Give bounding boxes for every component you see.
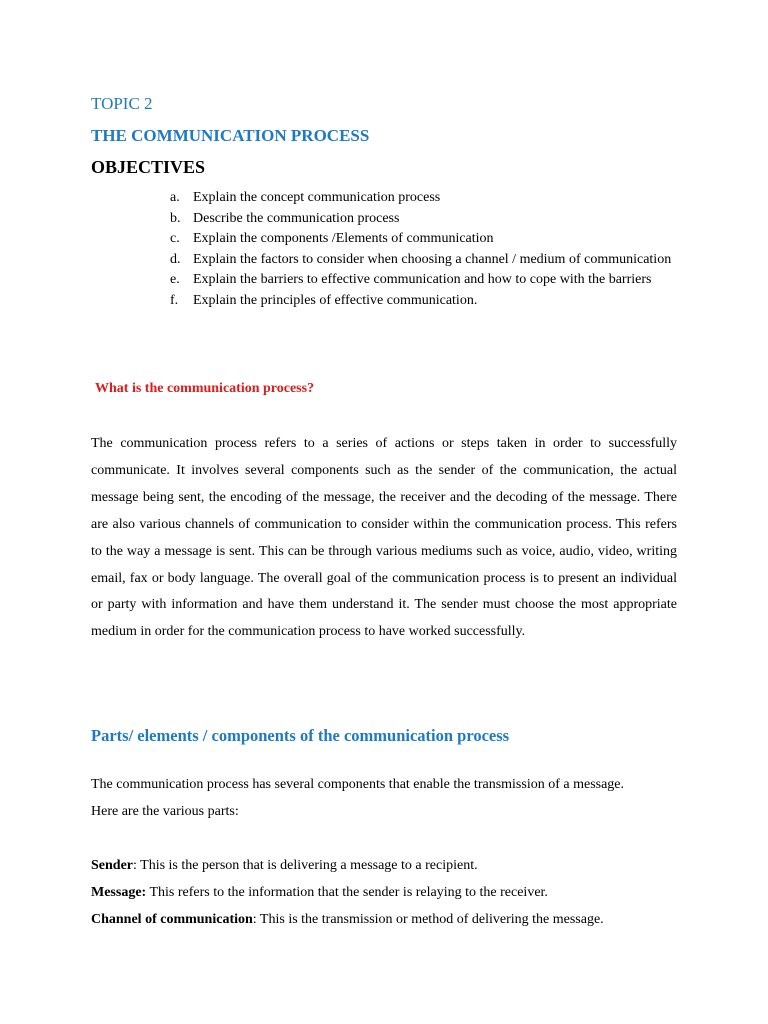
document-title: THE COMMUNICATION PROCESS	[91, 126, 370, 145]
objective-text: Explain the components /Elements of communication	[193, 231, 494, 246]
objectives-list	[170, 188, 678, 311]
definition-item	[91, 852, 691, 879]
intro-line: The communication process has several components that enable the transmission of a message.	[91, 777, 625, 792]
definition-text: : This is the person that is delivering a message to a recipient.	[133, 858, 478, 873]
definition-term: Message:	[91, 885, 147, 900]
objective-item	[170, 291, 678, 312]
objective-letter: f.	[170, 292, 179, 308]
intro-paragraph	[91, 772, 681, 825]
objective-item	[170, 270, 678, 291]
objective-text: Explain the principles of effective communication.	[193, 292, 478, 308]
objective-item	[170, 229, 678, 250]
section-question: What is the communication process?	[95, 381, 315, 396]
definition-term: Channel of communication	[91, 912, 253, 927]
section-heading: Parts/ elements / components of the communication process	[91, 726, 510, 745]
definition-text: : This is the transmission or method of delivering the message.	[252, 912, 604, 927]
definition-item	[91, 906, 691, 933]
objective-item	[170, 188, 678, 209]
objective-letter: c.	[170, 231, 180, 246]
body-paragraph: The communication process refers to a series of actions or steps taken in order to successfully communicate. It involves several components such as the sender of the communication, the actual message being sent, the encoding of the message, the receiver and the decoding of the message. There are also various channels of communication to consider within the communication process. This refers to the way a message is sent. This can be through various mediums such as voice, audio, video, writing email, fax or body language. The overall goal of the communication process is to present an individual or party with information and have them understand it. The sender must choose the most appropriate medium in order for the communication process to have worked successfully.	[91, 436, 677, 640]
definition-text: This refers to the information that the sender is relaying to the receiver.	[146, 885, 548, 900]
intro-line: Here are the various parts:	[91, 803, 239, 819]
definition-list	[91, 852, 691, 933]
topic-label: TOPIC 2	[91, 94, 153, 113]
objective-letter: b.	[170, 210, 181, 226]
objective-item	[170, 250, 678, 271]
objective-text: Explain the barriers to effective communication and how to cope with the barriers	[193, 272, 652, 287]
objectives-heading: OBJECTIVES	[91, 157, 206, 177]
objective-text: Describe the communication process	[193, 210, 400, 226]
objective-letter: d.	[170, 251, 181, 267]
definition-item	[91, 879, 691, 906]
objective-text: Explain the factors to consider when choosing a channel / medium of communication	[193, 251, 672, 267]
objective-text: Explain the concept communication process	[193, 190, 441, 205]
objective-letter: e.	[170, 272, 180, 287]
definition-term: Sender	[91, 858, 133, 873]
objective-letter: a.	[170, 190, 180, 205]
objective-item	[170, 209, 678, 230]
